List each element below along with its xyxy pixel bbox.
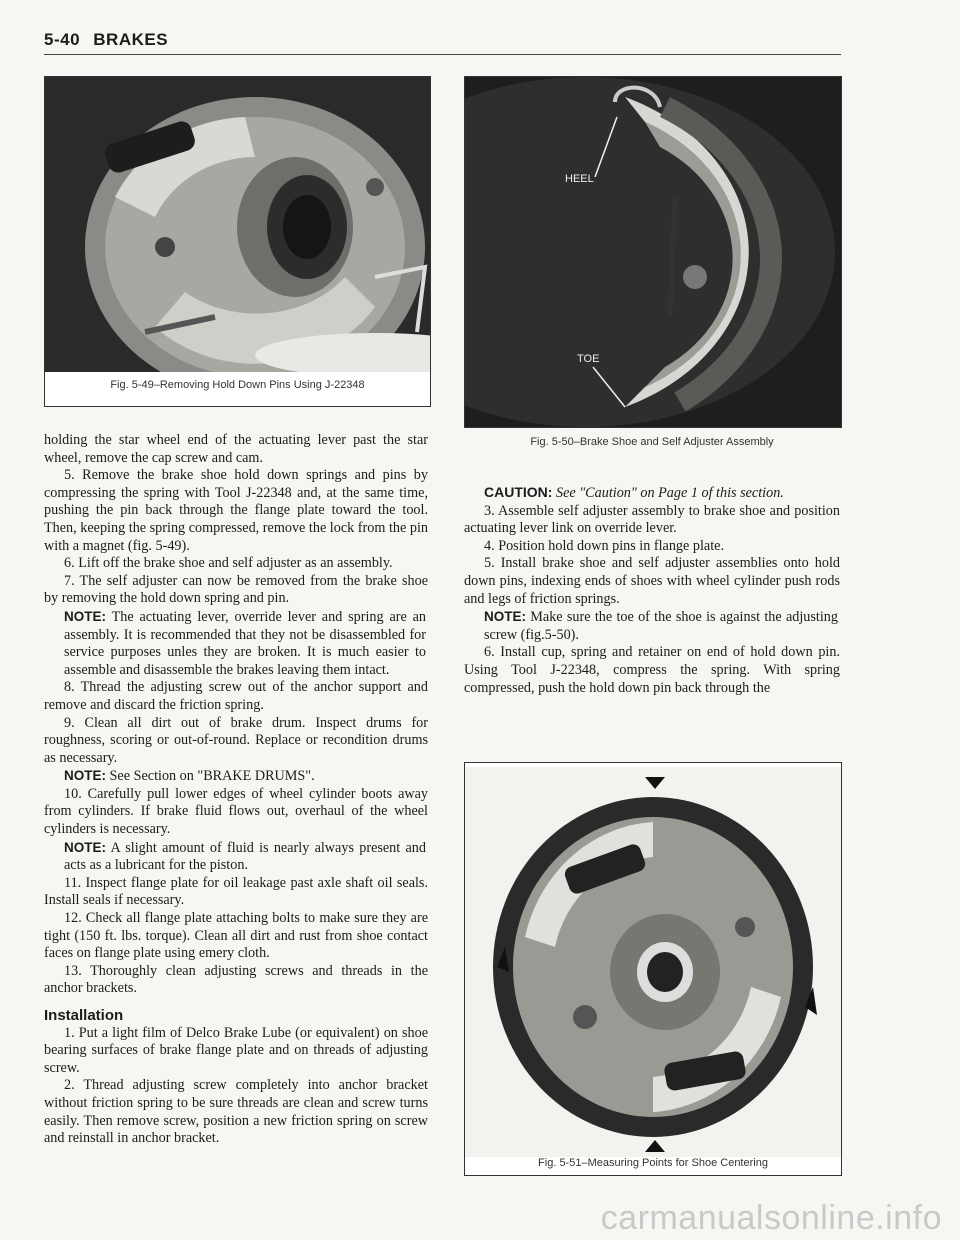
note-label: NOTE: <box>64 608 106 624</box>
brake-removal-photo <box>45 77 430 372</box>
install-step-6: 6. Install cup, spring and retainer on end of hold down pin. Using Tool J-22348, compress the spring. With spring compressed, push the hold down pin back through the <box>464 644 840 696</box>
caution-text: See "Caution" on Page 1 of this section. <box>552 485 784 501</box>
note-text: The actuating lever, override lever and spring are an assembly. It is recommended that they not be disassembled for service purposes unles they are broken. It is much easier to assemble and disassemble the brakes leaving them intact. <box>64 608 426 678</box>
step-13: 13. Thoroughly clean adjusting screws and threads in the anchor brackets. <box>44 962 428 997</box>
right-column <box>464 484 840 697</box>
page-number: 5-40 <box>44 30 81 49</box>
install-step-3: 3. Assemble self adjuster assembly to brake shoe and position actuating lever link on override lever. <box>464 502 840 537</box>
step-12: 12. Check all flange plate attaching bolts to make sure they are tight (150 ft. lbs. torque). Clean all dirt and rust from shoe contact faces on flange plate using emery cloth. <box>44 910 428 962</box>
toe-label: TOE <box>577 353 600 365</box>
paragraph: holding the star wheel end of the actuating lever past the star wheel, remove the cap screw and cam. <box>44 432 428 466</box>
note-label: NOTE: <box>484 609 526 625</box>
step-11: 11. Inspect flange plate for oil leakage past axle shaft oil seals. Install seals if necessary. <box>44 874 428 909</box>
note-text: See Section on "BRAKE DRUMS". <box>106 768 315 785</box>
note-text: Make sure the toe of the shoe is against the adjusting screw (fig.5-50). <box>484 609 838 643</box>
note <box>44 608 428 679</box>
note-label: NOTE: <box>64 839 106 855</box>
figure-caption: Fig. 5-50–Brake Shoe and Self Adjuster Assembly <box>530 436 774 448</box>
step-9: 9. Clean all dirt out of brake drum. Inspect drums for roughness, scoring or out-of-round. Replace or recondition drums as necessary. <box>44 714 428 766</box>
install-step-2: 2. Thread adjusting screw completely into anchor bracket without friction spring to be sure threads are clean and screw turns easily. Then remove screw, position a new friction spring on screw and reinstall in anchor bracket. <box>44 1077 428 1147</box>
figure-caption: Fig. 5-51–Measuring Points for Shoe Centering <box>538 1157 768 1169</box>
install-step-5: 5. Install brake shoe and self adjuster assemblies onto hold down pins, indexing ends of shoes with wheel cylinder push rods and legs of friction springs. <box>464 555 840 607</box>
note <box>44 767 428 786</box>
note-text: A slight amount of fluid is nearly always present and acts as a lubricant for the piston. <box>64 839 426 874</box>
note <box>464 608 840 644</box>
page-header <box>44 30 840 50</box>
step-7: 7. The self adjuster can now be removed from the brake shoe by removing the hold down spring and pin. <box>44 572 428 607</box>
installation-heading: Installation <box>44 1007 124 1024</box>
caution-label: CAUTION: <box>484 484 553 500</box>
figure-5-51 <box>464 762 842 1176</box>
shoe-centering-photo <box>465 763 841 1161</box>
brake-shoe-photo <box>465 77 841 427</box>
watermark: carmanualsonline.info <box>600 1199 942 1237</box>
note-label: NOTE: <box>64 768 106 784</box>
caution <box>464 484 840 503</box>
figure-5-49 <box>44 76 431 407</box>
section-title: BRAKES <box>93 30 169 49</box>
note <box>44 839 428 875</box>
figure-caption: Fig. 5-49–Removing Hold Down Pins Using J-22348 <box>110 379 365 391</box>
install-step-1: 1. Put a light film of Delco Brake Lube (or equivalent) on shoe bearing surfaces of brake flange plate and on threads of adjusting screw. <box>44 1024 428 1076</box>
step-10: 10. Carefully pull lower edges of wheel cylinder boots away from cylinders. If brake fluid flows out, overhaul of the wheel cylinders is necessary. <box>44 785 428 838</box>
install-step-4: 4. Position hold down pins in flange plate. <box>484 537 724 554</box>
left-column <box>44 432 428 1148</box>
header-rule <box>44 54 841 55</box>
step-8: 8. Thread the adjusting screw out of the anchor support and remove and discard the friction spring. <box>44 679 428 713</box>
heel-label: HEEL <box>565 173 594 185</box>
step-5: 5. Remove the brake shoe hold down springs and pins by compressing the spring with Tool J-22348 and, at the same time, pushing the pin back through the flange plate toward the tool. Then, keeping the spring compressed, remove the lock from the pin with a magnet (fig. 5-49). <box>44 467 428 554</box>
step-6: 6. Lift off the brake shoe and self adjuster as an assembly. <box>64 555 393 572</box>
figure-5-50 <box>464 76 842 428</box>
